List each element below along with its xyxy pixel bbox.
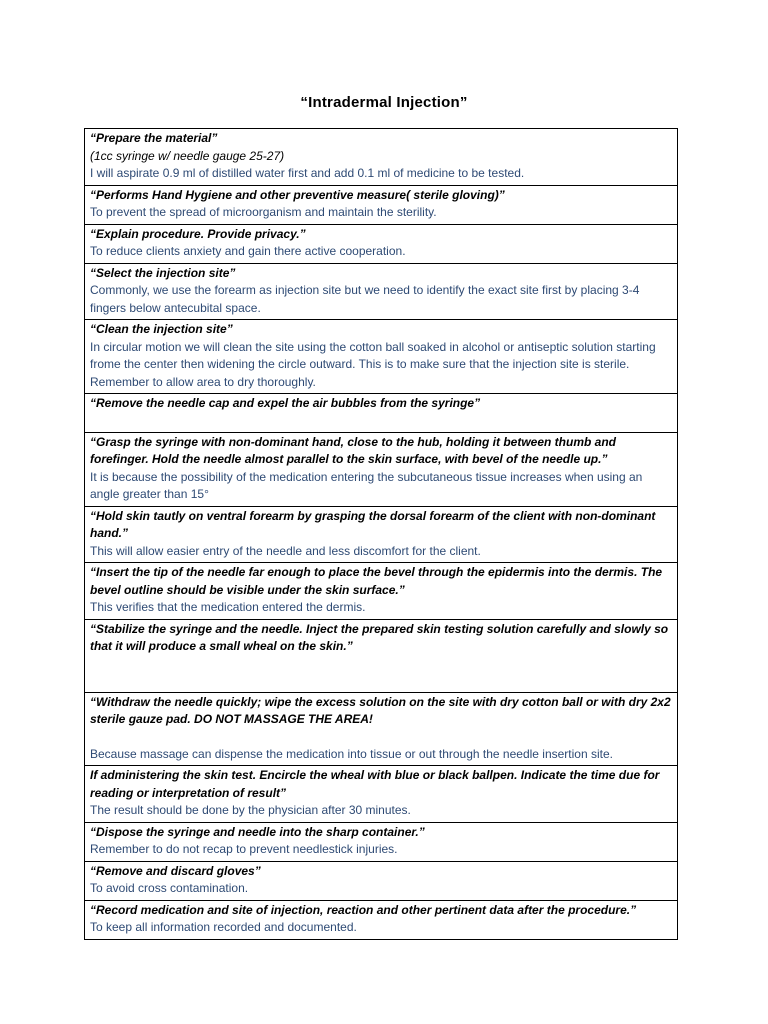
rationale-text: Remember to do not recap to prevent needlestick injuries.	[90, 842, 398, 856]
rationale-text: Because massage can dispense the medication into tissue or out through the needle insertion site.	[90, 746, 613, 761]
table-cell	[85, 619, 678, 692]
step-text: “Grasp the syringe with non-dominant hand, close to the hub, holding it between thumb and forefinger. Hold the needle almost parallel to the skin surface, with bevel of the needle up.”	[90, 434, 617, 466]
table-row	[85, 900, 678, 939]
step-text: “Dispose the syringe and needle into the sharp container.”	[90, 824, 425, 839]
table-row	[85, 129, 678, 186]
step-text: “Prepare the material”	[90, 131, 218, 145]
step-text: “Insert the tip of the needle far enough to place the bevel through the epidermis into the dermis. The bevel outline should be visible under the skin surface.”	[90, 565, 663, 597]
step-text: “Hold skin tautly on ventral forearm by grasping the dorsal forearm of the client with non-dominant hand.”	[90, 508, 656, 540]
table-row	[85, 263, 678, 320]
rationale-text: The result should be done by the physician after 30 minutes.	[90, 803, 411, 817]
rationale-text: To keep all information recorded and documented.	[90, 920, 357, 934]
table-cell	[85, 692, 678, 766]
step-text: “Clean the injection site”	[90, 322, 233, 336]
rationale-text: To avoid cross contamination.	[90, 881, 249, 895]
step-text: “Remove the needle cap and expel the air bubbles from the syringe”	[90, 396, 481, 410]
rationale-text: I will aspirate 0.9 ml of distilled water first and add 0.1 ml of medicine to be tested.	[90, 166, 525, 180]
table-row	[85, 506, 678, 563]
step-text: “Stabilize the syringe and the needle. Inject the prepared skin testing solution carefully and slowly so that it will produce a small wheal on the skin.”	[90, 621, 669, 653]
step-text: “Withdraw the needle quickly; wipe the excess solution on the site with dry cotton ball or with dry 2x2 sterile gauze pad. DO NOT MASSAGE THE AREA!	[90, 694, 671, 726]
table-cell	[85, 822, 678, 861]
table-row	[85, 224, 678, 263]
table-cell	[85, 185, 678, 224]
step-text: If administering the skin test. Encircle the wheal with blue or black ballpen. Indicate the time due for reading or interpretation of result”	[90, 768, 660, 800]
table-cell	[85, 394, 678, 433]
step-subtext: (1cc syringe w/ needle gauge 25-27)	[90, 148, 285, 163]
table-row	[85, 394, 678, 433]
step-text: “Select the injection site”	[90, 265, 236, 280]
rationale-text: This verifies that the medication entered the dermis.	[90, 600, 366, 614]
rationale-text: It is because the possibility of the medication entering the subcutaneous tissue increases when using an angle greater than 15°	[90, 469, 643, 501]
blank-line	[90, 413, 672, 430]
table-cell	[85, 432, 678, 506]
table-row	[85, 861, 678, 900]
table-row	[85, 766, 678, 823]
blank-line	[90, 673, 672, 690]
blank-line	[90, 729, 672, 746]
table-cell	[85, 224, 678, 263]
table-row	[85, 692, 678, 766]
table-cell	[85, 263, 678, 320]
table-row	[85, 432, 678, 506]
table-cell	[85, 766, 678, 823]
table-cell	[85, 861, 678, 900]
table-cell	[85, 900, 678, 939]
table-row	[85, 822, 678, 861]
table-cell	[85, 320, 678, 394]
table-row	[85, 320, 678, 394]
document-title: “Intradermal Injection”	[300, 94, 468, 111]
rationale-text: This will allow easier entry of the needle and less discomfort for the client.	[90, 543, 481, 558]
table-row	[85, 563, 678, 620]
rationale-text: Commonly, we use the forearm as injection site but we need to identify the exact site first by placing 3-4 fingers below antecubital space.	[90, 283, 640, 315]
step-text: “Performs Hand Hygiene and other preventive measure( sterile gloving)”	[90, 187, 505, 202]
rationale-text: To reduce clients anxiety and gain there active cooperation.	[90, 244, 406, 258]
table-cell	[85, 129, 678, 186]
procedure-table	[84, 128, 678, 940]
rationale-text: In circular motion we will clean the site using the cotton ball soaked in alcohol or antiseptic solution starting frome the center then widening the circle outward. This is to make sure that the injection site is sterile. Remember to allow area to dry thoroughly.	[90, 339, 656, 389]
table-cell	[85, 506, 678, 563]
blank-line	[90, 656, 672, 673]
rationale-text: To prevent the spread of microorganism and maintain the sterility.	[90, 205, 437, 219]
step-text: “Record medication and site of injection, reaction and other pertinent data after the procedure.”	[90, 902, 637, 917]
table-row	[85, 619, 678, 692]
table-row	[85, 185, 678, 224]
step-text: “Explain procedure. Provide privacy.”	[90, 226, 306, 241]
step-text: “Remove and discard gloves”	[90, 863, 261, 878]
table-cell	[85, 563, 678, 620]
